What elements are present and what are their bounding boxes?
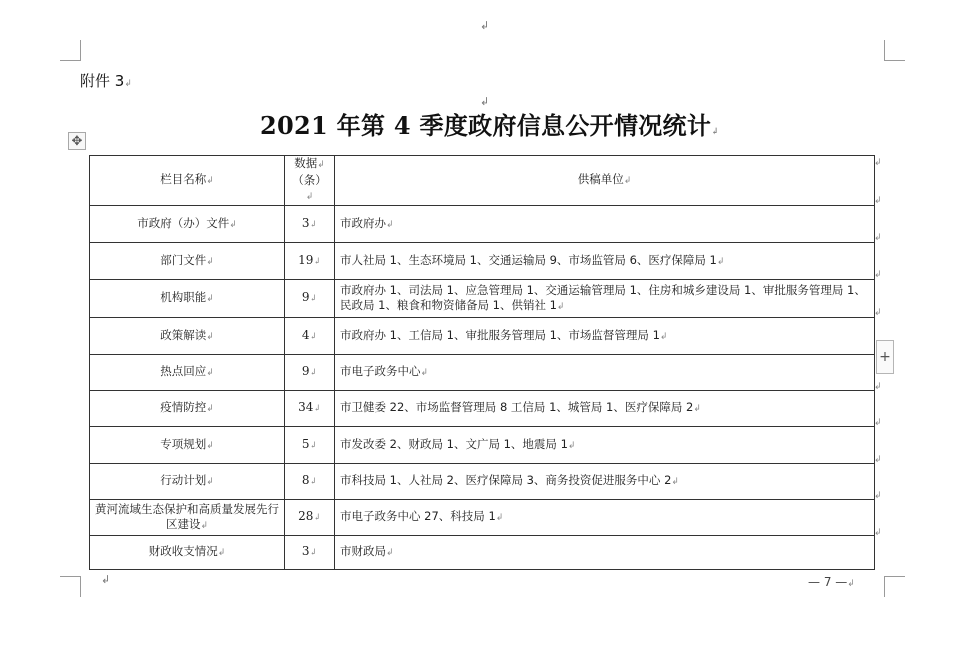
cell-count[interactable]: 8↲ — [285, 464, 335, 500]
cell-column-name[interactable]: 黄河流域生态保护和高质量发展先行区建设↲ — [90, 500, 285, 536]
cell-source[interactable]: 市卫健委 22、市场监督管理局 8 工信局 1、城管局 1、医疗保障局 2↲ — [335, 391, 875, 427]
cell-source[interactable]: 市财政局↲ — [335, 536, 875, 570]
row-end-mark: ↲ — [874, 382, 882, 392]
plus-icon: + — [879, 349, 891, 365]
cell-source[interactable]: 市政府办↲ — [335, 206, 875, 243]
cell-column-name[interactable]: 行动计划↲ — [90, 464, 285, 500]
cell-source[interactable]: 市电子政务中心 27、科技局 1↲ — [335, 500, 875, 536]
table-row — [90, 318, 875, 355]
cell-column-name[interactable]: 机构职能↲ — [90, 280, 285, 318]
add-column-button[interactable] — [876, 340, 894, 374]
cell-count[interactable]: 3↲ — [285, 536, 335, 570]
cell-source[interactable]: 市发改委 2、财政局 1、文广局 1、地震局 1↲ — [335, 427, 875, 464]
paragraph-mark: ↲ — [480, 19, 490, 32]
header-count: 数据↲ （条）↲ — [285, 156, 335, 206]
crop-mark-bottom-right — [884, 576, 905, 597]
header-source: 供稿单位↲ — [335, 156, 875, 206]
row-end-mark: ↲ — [874, 233, 882, 243]
cell-count[interactable]: 3↲ — [285, 206, 335, 243]
cell-count[interactable]: 34↲ — [285, 391, 335, 427]
table-move-handle[interactable] — [68, 132, 86, 150]
row-end-mark: ↲ — [874, 528, 882, 538]
cell-source[interactable]: 市电子政务中心↲ — [335, 355, 875, 391]
cell-source[interactable]: 市人社局 1、生态环境局 1、交通运输局 9、市场监管局 6、医疗保障局 1↲ — [335, 243, 875, 280]
cell-column-name[interactable]: 疫情防控↲ — [90, 391, 285, 427]
table-row — [90, 464, 875, 500]
table-header-row — [90, 156, 875, 206]
table-row — [90, 243, 875, 280]
cell-count[interactable]: 9↲ — [285, 280, 335, 318]
cell-count[interactable]: 19↲ — [285, 243, 335, 280]
crop-mark-top-right — [884, 40, 905, 61]
row-end-mark: ↲ — [874, 455, 882, 465]
row-end-mark: ↲ — [874, 158, 882, 168]
cell-source[interactable]: 市政府办 1、工信局 1、审批服务管理局 1、市场监督管理局 1↲ — [335, 318, 875, 355]
cell-source[interactable]: 市政府办 1、司法局 1、应急管理局 1、交通运输管理局 1、住房和城乡建设局 1、审批服务管理局 1、民政局 1、粮食和物资储备局 1、供销社 1↲ — [335, 280, 875, 318]
cell-column-name[interactable]: 热点回应↲ — [90, 355, 285, 391]
cell-column-name[interactable]: 财政收支情况↲ — [90, 536, 285, 570]
table-row — [90, 391, 875, 427]
table-row — [90, 536, 875, 570]
move-arrows-icon: ✥ — [71, 133, 83, 149]
document-title: 2021 年第 4 季度政府信息公开情况统计↲ — [260, 111, 720, 140]
cell-count[interactable]: 5↲ — [285, 427, 335, 464]
paragraph-mark: ↲ — [101, 573, 111, 586]
page-number: — 7 —↲ — [808, 575, 855, 589]
cell-column-name[interactable]: 部门文件↲ — [90, 243, 285, 280]
row-end-mark: ↲ — [874, 418, 882, 428]
row-end-mark: ↲ — [874, 308, 882, 318]
table-row — [90, 206, 875, 243]
cell-count[interactable]: 4↲ — [285, 318, 335, 355]
row-end-mark: ↲ — [874, 491, 882, 501]
row-end-mark: ↲ — [874, 196, 882, 206]
table-row — [90, 280, 875, 318]
cell-count[interactable]: 28↲ — [285, 500, 335, 536]
table-row — [90, 500, 875, 536]
crop-mark-bottom-left — [60, 576, 81, 597]
crop-mark-top-left — [60, 40, 81, 61]
cell-source[interactable]: 市科技局 1、人社局 2、医疗保障局 3、商务投资促进服务中心 2↲ — [335, 464, 875, 500]
header-column-name: 栏目名称↲ — [90, 156, 285, 206]
cell-column-name[interactable]: 政策解读↲ — [90, 318, 285, 355]
table-row — [90, 427, 875, 464]
cell-column-name[interactable]: 专项规划↲ — [90, 427, 285, 464]
paragraph-mark: ↲ — [480, 95, 490, 108]
cell-column-name[interactable]: 市政府（办）文件↲ — [90, 206, 285, 243]
statistics-table — [89, 155, 875, 570]
row-end-mark: ↲ — [874, 270, 882, 280]
attachment-label: 附件 3↲ — [80, 72, 132, 90]
table-row — [90, 355, 875, 391]
cell-count[interactable]: 9↲ — [285, 355, 335, 391]
